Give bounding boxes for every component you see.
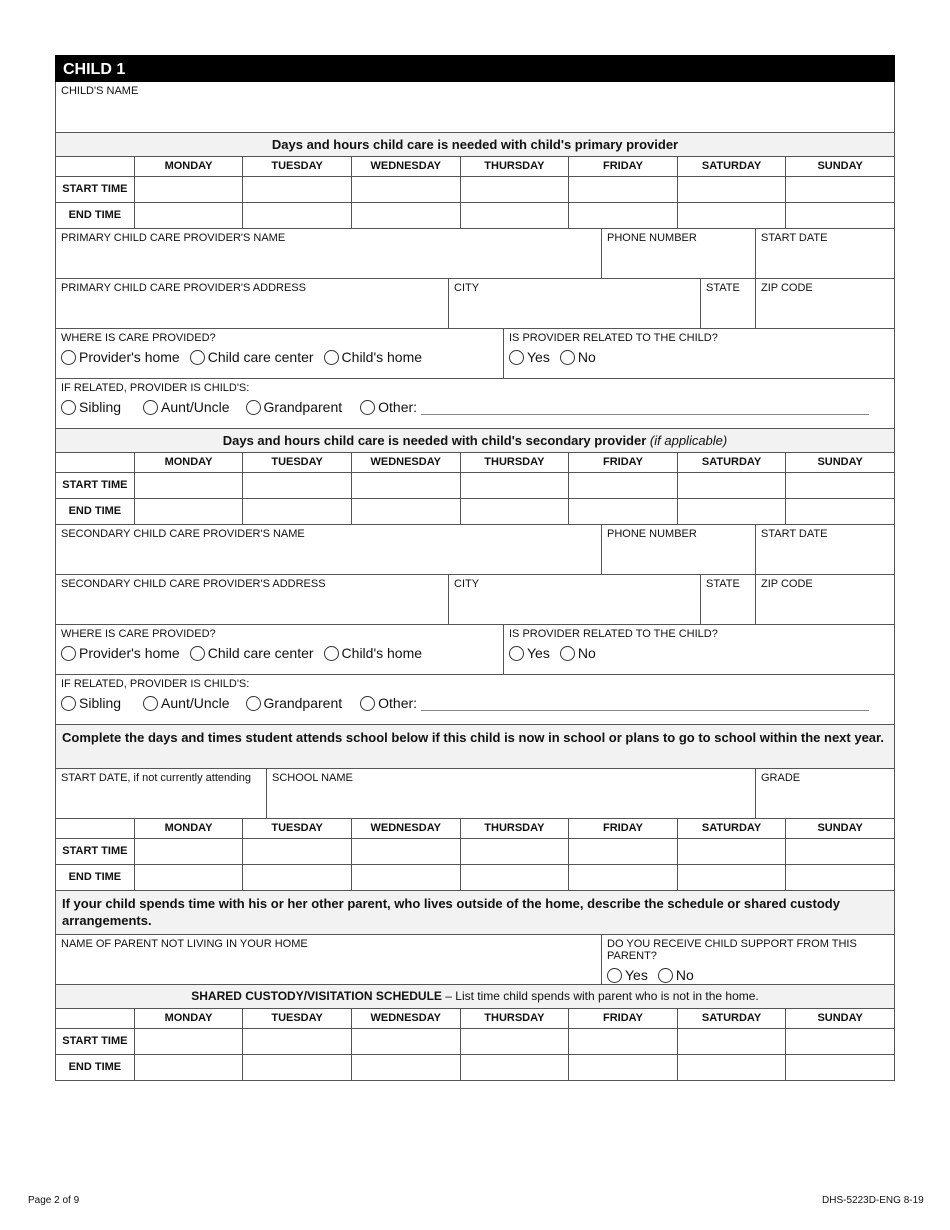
radio-other[interactable] bbox=[360, 695, 417, 711]
radio-no[interactable] bbox=[560, 349, 596, 365]
radio-circle-icon bbox=[61, 400, 76, 415]
time-input[interactable] bbox=[351, 1029, 460, 1054]
secondary-address-label: SECONDARY CHILD CARE PROVIDER'S ADDRESS bbox=[61, 578, 326, 590]
end-time-label: END TIME bbox=[68, 871, 122, 883]
day-saturday: SATURDAY bbox=[677, 453, 786, 472]
time-input[interactable] bbox=[785, 839, 894, 864]
day-thursday: THURSDAY bbox=[460, 1009, 569, 1028]
radio-label: Provider's home bbox=[79, 349, 180, 365]
time-input[interactable] bbox=[242, 865, 351, 890]
time-input[interactable] bbox=[460, 177, 569, 202]
time-input[interactable] bbox=[568, 865, 677, 890]
secondary-zip-label: ZIP CODE bbox=[761, 578, 813, 590]
secondary-phone-label: PHONE NUMBER bbox=[607, 528, 697, 540]
time-input[interactable] bbox=[242, 177, 351, 202]
custody-band-text: If your child spends time with his or her other parent, who lives outside of the home, describe the schedule or shared custody arrangements. bbox=[62, 896, 840, 928]
radio-circle-icon bbox=[190, 646, 205, 661]
time-input[interactable] bbox=[351, 839, 460, 864]
time-input[interactable] bbox=[460, 499, 569, 524]
start-time-label: START TIME bbox=[62, 479, 128, 491]
primary-band bbox=[56, 132, 894, 156]
day-thursday: THURSDAY bbox=[460, 157, 569, 176]
primary-address-label: PRIMARY CHILD CARE PROVIDER'S ADDRESS bbox=[61, 282, 306, 294]
custody-end-time-row bbox=[56, 1054, 894, 1080]
school-name-field[interactable] bbox=[266, 769, 755, 818]
time-input[interactable] bbox=[242, 839, 351, 864]
radio-label: Aunt/Uncle bbox=[161, 399, 230, 415]
radio-circle-icon bbox=[324, 646, 339, 661]
radio-label: Child care center bbox=[207, 349, 314, 365]
form-frame bbox=[55, 82, 895, 1081]
secondary-address-field[interactable] bbox=[56, 575, 448, 624]
secondary-band bbox=[56, 428, 894, 452]
school-start-date-field[interactable] bbox=[56, 769, 266, 818]
time-input[interactable] bbox=[568, 203, 677, 228]
day-saturday: SATURDAY bbox=[677, 819, 786, 838]
radio-label: Child's home bbox=[341, 349, 423, 365]
page-number: Page 2 of 9 bbox=[28, 1195, 80, 1206]
primary-end-time-row bbox=[56, 202, 894, 228]
time-input[interactable] bbox=[460, 839, 569, 864]
radio-circle-icon bbox=[143, 696, 158, 711]
time-input[interactable] bbox=[677, 1055, 786, 1080]
time-input[interactable] bbox=[351, 473, 460, 498]
school-start-date-label: START DATE, if not currently attending bbox=[61, 772, 251, 784]
radio-circle-icon bbox=[143, 400, 158, 415]
primary-city-field[interactable] bbox=[448, 279, 700, 328]
time-input[interactable] bbox=[785, 1029, 894, 1054]
time-input[interactable] bbox=[677, 499, 786, 524]
childs-name-field[interactable] bbox=[56, 82, 894, 132]
radio-circle-icon bbox=[61, 696, 76, 711]
radio-circle-icon bbox=[61, 350, 76, 365]
radio-label: Yes bbox=[625, 967, 648, 983]
time-input[interactable] bbox=[785, 203, 894, 228]
custody-band bbox=[56, 890, 894, 934]
time-input[interactable] bbox=[242, 1029, 351, 1054]
day-sunday: SUNDAY bbox=[785, 157, 894, 176]
primary-start-date-label: START DATE bbox=[761, 232, 828, 244]
day-wednesday: WEDNESDAY bbox=[351, 453, 460, 472]
radio-label: No bbox=[675, 967, 694, 983]
primary-phone-field[interactable] bbox=[601, 229, 755, 278]
custody-schedule-title: SHARED CUSTODY/VISITATION SCHEDULE bbox=[191, 989, 442, 1003]
time-input[interactable] bbox=[785, 177, 894, 202]
radio-circle-icon bbox=[360, 400, 375, 415]
radio-circle-icon bbox=[61, 646, 76, 661]
radio-label: Child care center bbox=[207, 645, 314, 661]
custody-schedule-band bbox=[56, 984, 894, 1008]
primary-related-label: IS PROVIDER RELATED TO THE CHILD? bbox=[509, 332, 718, 344]
primary-city-label: CITY bbox=[454, 282, 480, 294]
time-input[interactable] bbox=[242, 499, 351, 524]
day-tuesday: TUESDAY bbox=[242, 819, 351, 838]
time-input[interactable] bbox=[785, 865, 894, 890]
time-input[interactable] bbox=[785, 1055, 894, 1080]
day-saturday: SATURDAY bbox=[677, 157, 786, 176]
day-wednesday: WEDNESDAY bbox=[351, 819, 460, 838]
primary-relation-group bbox=[56, 379, 894, 428]
time-input[interactable] bbox=[677, 177, 786, 202]
secondary-city-label: CITY bbox=[454, 578, 480, 590]
radio-circle-icon bbox=[246, 400, 261, 415]
radio-no[interactable] bbox=[658, 967, 694, 983]
radio-child-care-center[interactable] bbox=[190, 349, 314, 365]
day-wednesday: WEDNESDAY bbox=[351, 1009, 460, 1028]
time-input[interactable] bbox=[242, 1055, 351, 1080]
radio-sibling[interactable] bbox=[61, 399, 121, 415]
school-days-header bbox=[56, 818, 894, 838]
radio-childs-home[interactable] bbox=[324, 645, 423, 661]
time-input[interactable] bbox=[134, 473, 243, 498]
day-friday: FRIDAY bbox=[568, 819, 677, 838]
school-grade-field[interactable] bbox=[755, 769, 894, 818]
time-input[interactable] bbox=[134, 839, 243, 864]
radio-circle-icon bbox=[658, 968, 673, 983]
day-monday: MONDAY bbox=[134, 453, 243, 472]
radio-label: Other: bbox=[378, 695, 418, 711]
day-tuesday: TUESDAY bbox=[242, 1009, 351, 1028]
time-input[interactable] bbox=[460, 203, 569, 228]
time-input[interactable] bbox=[568, 473, 677, 498]
day-monday: MONDAY bbox=[134, 1009, 243, 1028]
radio-providers-home[interactable] bbox=[61, 349, 180, 365]
radio-aunt-uncle[interactable] bbox=[143, 695, 229, 711]
time-input[interactable] bbox=[677, 865, 786, 890]
time-input[interactable] bbox=[134, 499, 243, 524]
day-thursday: THURSDAY bbox=[460, 819, 569, 838]
radio-label: Provider's home bbox=[79, 645, 180, 661]
primary-state-field[interactable] bbox=[700, 279, 755, 328]
secondary-relation-group bbox=[56, 675, 894, 724]
secondary-if-related-label: IF RELATED, PROVIDER IS CHILD'S: bbox=[61, 678, 250, 690]
radio-label: No bbox=[577, 645, 596, 661]
school-end-time-row bbox=[56, 864, 894, 890]
day-tuesday: TUESDAY bbox=[242, 453, 351, 472]
secondary-days-header bbox=[56, 452, 894, 472]
time-input[interactable] bbox=[134, 1055, 243, 1080]
secondary-city-field[interactable] bbox=[448, 575, 700, 624]
custody-days-header bbox=[56, 1008, 894, 1028]
time-input[interactable] bbox=[351, 1055, 460, 1080]
radio-sibling[interactable] bbox=[61, 695, 121, 711]
primary-start-date-field[interactable] bbox=[755, 229, 894, 278]
time-input[interactable] bbox=[351, 499, 460, 524]
secondary-state-label: STATE bbox=[706, 578, 740, 590]
primary-zip-label: ZIP CODE bbox=[761, 282, 813, 294]
primary-where-label: WHERE IS CARE PROVIDED? bbox=[61, 332, 216, 344]
secondary-start-date-label: START DATE bbox=[761, 528, 828, 540]
secondary-where-label: WHERE IS CARE PROVIDED? bbox=[61, 628, 216, 640]
school-band-text: Complete the days and times student attends school below if this child is now in school or plans to go to school within the next year. bbox=[62, 730, 884, 745]
radio-label: Yes bbox=[527, 645, 550, 661]
form-id: DHS-5223D-ENG 8-19 bbox=[822, 1195, 924, 1206]
secondary-zip-field[interactable] bbox=[755, 575, 894, 624]
time-input[interactable] bbox=[460, 865, 569, 890]
time-input[interactable] bbox=[568, 177, 677, 202]
secondary-related-group bbox=[503, 625, 894, 674]
day-thursday: THURSDAY bbox=[460, 453, 569, 472]
primary-related-group bbox=[503, 329, 894, 378]
other-parent-name-label: NAME OF PARENT NOT LIVING IN YOUR HOME bbox=[61, 938, 308, 950]
form-page bbox=[55, 55, 895, 1081]
start-time-label: START TIME bbox=[62, 845, 128, 857]
secondary-state-field[interactable] bbox=[700, 575, 755, 624]
custody-schedule-note: – List time child spends with parent who is not in the home. bbox=[441, 989, 759, 1003]
time-input[interactable] bbox=[568, 499, 677, 524]
school-name-label: SCHOOL NAME bbox=[272, 772, 353, 784]
primary-address-field[interactable] bbox=[56, 279, 448, 328]
radio-label: Grandparent bbox=[263, 399, 343, 415]
secondary-end-time-row bbox=[56, 498, 894, 524]
time-input[interactable] bbox=[134, 203, 243, 228]
radio-label: Child's home bbox=[341, 645, 423, 661]
radio-childs-home[interactable] bbox=[324, 349, 423, 365]
other-relation-input[interactable] bbox=[421, 399, 869, 415]
secondary-start-time-row bbox=[56, 472, 894, 498]
time-input[interactable] bbox=[568, 1029, 677, 1054]
time-input[interactable] bbox=[460, 473, 569, 498]
secondary-phone-field[interactable] bbox=[601, 525, 755, 574]
radio-child-care-center[interactable] bbox=[190, 645, 314, 661]
other-relation-input[interactable] bbox=[421, 695, 869, 711]
secondary-name-label: SECONDARY CHILD CARE PROVIDER'S NAME bbox=[61, 528, 305, 540]
time-input[interactable] bbox=[677, 203, 786, 228]
radio-label: Aunt/Uncle bbox=[161, 695, 230, 711]
primary-state-label: STATE bbox=[706, 282, 740, 294]
radio-circle-icon bbox=[509, 350, 524, 365]
end-time-label: END TIME bbox=[68, 1061, 122, 1073]
child-support-label: DO YOU RECEIVE CHILD SUPPORT FROM THIS PARENT? bbox=[607, 938, 857, 962]
radio-providers-home[interactable] bbox=[61, 645, 180, 661]
radio-label: Sibling bbox=[79, 399, 122, 415]
day-sunday: SUNDAY bbox=[785, 819, 894, 838]
time-input[interactable] bbox=[785, 499, 894, 524]
radio-grandparent[interactable] bbox=[246, 695, 343, 711]
custody-start-time-row bbox=[56, 1028, 894, 1054]
time-input[interactable] bbox=[785, 473, 894, 498]
time-input[interactable] bbox=[677, 1029, 786, 1054]
time-input[interactable] bbox=[677, 839, 786, 864]
radio-label: No bbox=[577, 349, 596, 365]
day-wednesday: WEDNESDAY bbox=[351, 157, 460, 176]
radio-no[interactable] bbox=[560, 645, 596, 661]
day-friday: FRIDAY bbox=[568, 1009, 677, 1028]
primary-band-text: Days and hours child care is needed with child's primary provider bbox=[271, 137, 679, 152]
school-start-time-row bbox=[56, 838, 894, 864]
radio-yes[interactable] bbox=[509, 349, 550, 365]
radio-circle-icon bbox=[360, 696, 375, 711]
time-input[interactable] bbox=[134, 1029, 243, 1054]
primary-days-header bbox=[56, 156, 894, 176]
radio-circle-icon bbox=[324, 350, 339, 365]
end-time-label: END TIME bbox=[68, 505, 122, 517]
primary-name-label: PRIMARY CHILD CARE PROVIDER'S NAME bbox=[61, 232, 286, 244]
time-input[interactable] bbox=[568, 1055, 677, 1080]
radio-circle-icon bbox=[607, 968, 622, 983]
radio-circle-icon bbox=[509, 646, 524, 661]
primary-phone-label: PHONE NUMBER bbox=[607, 232, 697, 244]
radio-circle-icon bbox=[190, 350, 205, 365]
radio-label: Yes bbox=[527, 349, 550, 365]
school-grade-label: GRADE bbox=[761, 772, 801, 784]
radio-yes[interactable] bbox=[509, 645, 550, 661]
radio-label: Grandparent bbox=[263, 695, 343, 711]
time-input[interactable] bbox=[677, 473, 786, 498]
time-input[interactable] bbox=[351, 203, 460, 228]
time-input[interactable] bbox=[351, 865, 460, 890]
day-friday: FRIDAY bbox=[568, 157, 677, 176]
primary-if-related-label: IF RELATED, PROVIDER IS CHILD'S: bbox=[61, 382, 250, 394]
secondary-band-text: Days and hours child care is needed with child's secondary provider bbox=[222, 433, 647, 448]
time-input[interactable] bbox=[242, 473, 351, 498]
time-input[interactable] bbox=[568, 839, 677, 864]
start-time-label: START TIME bbox=[62, 1035, 128, 1047]
day-monday: MONDAY bbox=[134, 157, 243, 176]
end-time-label: END TIME bbox=[68, 209, 122, 221]
time-input[interactable] bbox=[460, 1055, 569, 1080]
primary-start-time-row bbox=[56, 176, 894, 202]
primary-where-group bbox=[56, 329, 503, 378]
radio-label: Other: bbox=[378, 399, 418, 415]
day-sunday: SUNDAY bbox=[785, 453, 894, 472]
radio-other[interactable] bbox=[360, 399, 417, 415]
radio-circle-icon bbox=[560, 646, 575, 661]
childs-name-label: CHILD'S NAME bbox=[61, 85, 139, 97]
other-parent-name-field[interactable] bbox=[56, 935, 601, 984]
primary-zip-field[interactable] bbox=[755, 279, 894, 328]
radio-aunt-uncle[interactable] bbox=[143, 399, 229, 415]
radio-yes[interactable] bbox=[607, 967, 648, 983]
start-time-label: START TIME bbox=[62, 183, 128, 195]
secondary-start-date-field[interactable] bbox=[755, 525, 894, 574]
day-friday: FRIDAY bbox=[568, 453, 677, 472]
time-input[interactable] bbox=[134, 177, 243, 202]
time-input[interactable] bbox=[242, 203, 351, 228]
time-input[interactable] bbox=[460, 1029, 569, 1054]
secondary-where-group bbox=[56, 625, 503, 674]
time-input[interactable] bbox=[134, 865, 243, 890]
radio-grandparent[interactable] bbox=[246, 399, 343, 415]
radio-label: Sibling bbox=[79, 695, 122, 711]
day-saturday: SATURDAY bbox=[677, 1009, 786, 1028]
primary-name-field[interactable] bbox=[56, 229, 601, 278]
radio-circle-icon bbox=[560, 350, 575, 365]
secondary-related-label: IS PROVIDER RELATED TO THE CHILD? bbox=[509, 628, 718, 640]
radio-circle-icon bbox=[246, 696, 261, 711]
day-monday: MONDAY bbox=[134, 819, 243, 838]
section-title: CHILD 1 bbox=[55, 55, 895, 82]
time-input[interactable] bbox=[351, 177, 460, 202]
child-support-group bbox=[601, 935, 894, 984]
day-sunday: SUNDAY bbox=[785, 1009, 894, 1028]
secondary-name-field[interactable] bbox=[56, 525, 601, 574]
secondary-band-note: (if applicable) bbox=[649, 433, 728, 448]
school-band bbox=[56, 724, 894, 768]
day-tuesday: TUESDAY bbox=[242, 157, 351, 176]
